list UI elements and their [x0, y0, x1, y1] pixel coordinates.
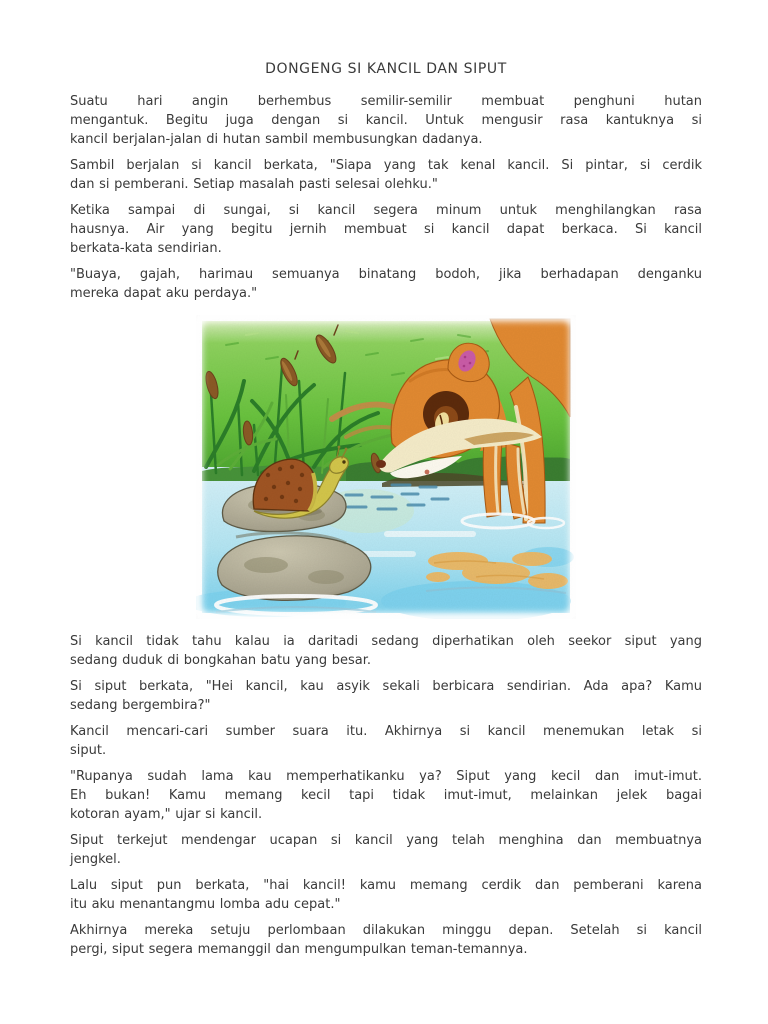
story-illustration [196, 315, 576, 619]
text-line: Siput terkejut mendengar ucapan si kancil yang telah menghina dan membuatnya [70, 833, 702, 848]
text-line: Eh bukan! Kamu memang kecil tapi tidak imut-imut, melainkan jelek bagai [70, 788, 702, 803]
text-line: Sambil berjalan si kancil berkata, "Siapa yang tak kenal kancil. Si pintar, si cerdik [70, 158, 702, 173]
text-line: itu aku menantangmu lomba adu cepat." [70, 897, 341, 912]
story-paragraph [70, 632, 702, 670]
scan-noise [202, 321, 570, 613]
story-title: DONGENG SI KANCIL DAN SIPUT [265, 61, 507, 77]
text-line: kancil berjalan-jalan di hutan sambil membusungkan dadanya. [70, 132, 483, 147]
story-paragraph [70, 831, 702, 869]
text-line: kotoran ayam," ujar si kancil. [70, 807, 263, 822]
text-line: mereka dapat aku perdaya." [70, 286, 258, 301]
story-paragraph [70, 92, 702, 149]
text-line: Akhirnya mereka setuju perlombaan dilakukan minggu depan. Setelah si kancil [70, 923, 702, 938]
story-paragraph [70, 677, 702, 715]
text-line: pergi, siput segera memanggil dan mengumpulkan teman-temannya. [70, 942, 528, 957]
text-line: "Rupanya sudah lama kau memperhatikanku ya? Siput yang kecil dan imut-imut. [70, 769, 702, 784]
text-line: berkata-kata sendirian. [70, 241, 222, 256]
story-paragraphs-top [70, 92, 702, 303]
story-paragraph [70, 201, 702, 258]
text-line: siput. [70, 743, 107, 758]
text-line: jengkel. [70, 852, 121, 867]
kancil-river-scene-image [196, 315, 576, 619]
text-line: Suatu hari angin berhembus semilir-semilir membuat penghuni hutan [70, 94, 702, 109]
text-line: sedang bergembira?" [70, 698, 211, 713]
story-paragraph [70, 265, 702, 303]
text-line: Kancil mencari-cari sumber suara itu. Akhirnya si kancil menemukan letak si [70, 724, 702, 739]
story-paragraph [70, 156, 702, 194]
text-line: Si siput berkata, "Hei kancil, kau asyik sekali berbicara sendirian. Ada apa? Kamu [70, 679, 702, 694]
text-line: hausnya. Air yang begitu jernih membuat si kancil dapat berkaca. Si kancil [70, 222, 702, 237]
text-line: Ketika sampai di sungai, si kancil segera minum untuk menghilangkan rasa [70, 203, 702, 218]
story-paragraphs-bottom [70, 632, 702, 959]
text-line: mengantuk. Begitu juga dengan si kancil. Untuk mengusir rasa kantuknya si [70, 113, 702, 128]
text-line: "Buaya, gajah, harimau semuanya binatang bodoh, jika berhadapan denganku [70, 267, 702, 282]
text-line: Si kancil tidak tahu kalau ia daritadi sedang diperhatikan oleh seekor siput yang [70, 634, 702, 649]
text-line: dan si pemberani. Setiap masalah pasti selesai olehku." [70, 177, 438, 192]
story-paragraph [70, 767, 702, 824]
text-line: Lalu siput pun berkata, "hai kancil! kamu memang cerdik dan pemberani karena [70, 878, 702, 893]
story-paragraph [70, 722, 702, 760]
story-paragraph [70, 876, 702, 914]
story-paragraph [70, 921, 702, 959]
text-line: sedang duduk di bongkahan batu yang besar. [70, 653, 372, 668]
